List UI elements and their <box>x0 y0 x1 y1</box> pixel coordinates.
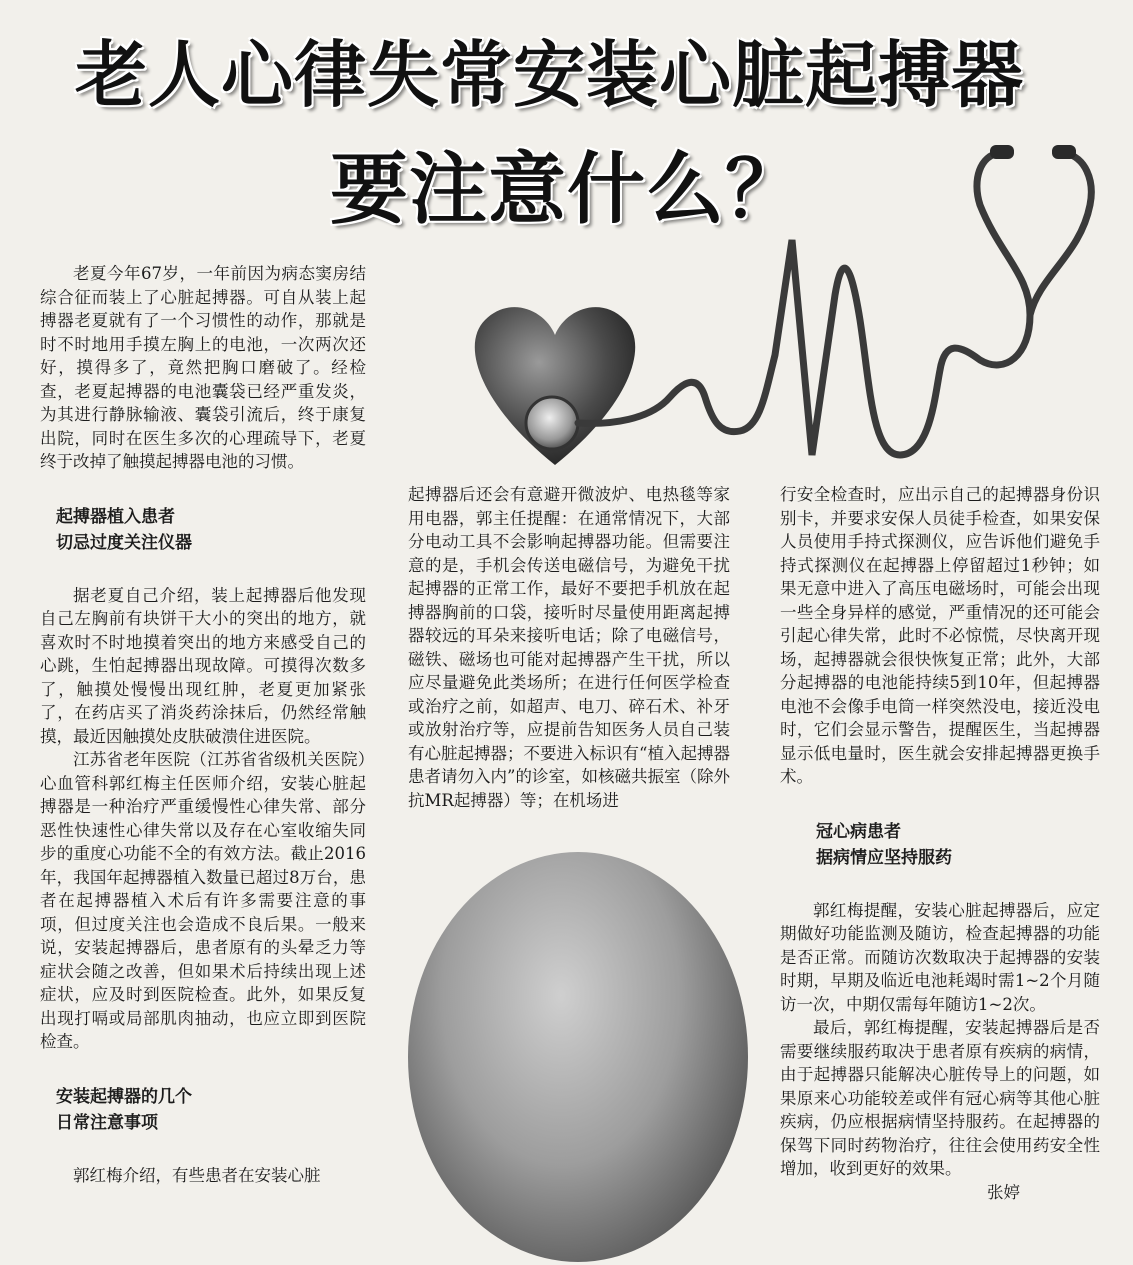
column-3 <box>780 483 1100 1204</box>
heading-line: 冠心病患者 <box>816 821 901 842</box>
column-2 <box>408 483 730 812</box>
section-heading <box>56 1084 366 1136</box>
paragraph: 最后，郭红梅提醒，安装起搏器后是否需要继续服药取决于患者原有疾病的病情，由于起搏器只能解决心脏传导上的问题，如果原来心功能较差或伴有冠心病等其他心脏疾病，仍应根据病情坚持服药。在起搏器的保驾下同时药物治疗，往往会使用药安全性增加，收到更好的效果。 <box>780 1018 1100 1178</box>
paragraph: 江苏省老年医院（江苏省省级机关医院）心血管科郭红梅主任医师介绍，安装心脏起搏器是一种治疗严重缓慢性心律失常、部分恶性快速性心律失常以及存在心室收缩失同步的重度心功能不全的有效方法。截止2016年，我国年起搏器植入数量已超过8万台，患者在起搏器植入术后有许多需要注意的事项，但过度关注也会造成不良后果。一般来说，安装起搏器后，患者原有的头晕乏力等症状会随之改善，但如果术后持续出现上述症状，应及时到医院检查。此外，如果反复出现打嗝或局部肌肉抽动，也应立即到医院检查。 <box>40 750 366 1051</box>
heading-line: 据病情应坚持服药 <box>816 847 952 868</box>
paragraph: 起搏器后还会有意避开微波炉、电热毯等家用电器，郭主任提醒：在通常情况下，大部分电动工具不会影响起搏器功能。但需要注意的是，手机会传送电磁信号，为避免干扰起搏器的正常工作，最好不要把手机放在起搏器胸前的口袋，接听时尽量使用距离起搏器较远的耳朵来接听电话；除了电磁信号，磁铁、磁场也可能对起搏器产生干扰，所以应尽量避免此类场所；在进行任何医学检查或治疗之前，如超声、电刀、碎石术、补牙或放射治疗等，应提前告知医务人员自己装有心脏起搏器；不要进入标识有“植入起搏器患者请勿入内”的诊室，如核磁共振室（除外抗MR起搏器）等；在机场进 <box>408 485 730 810</box>
paragraph: 据老夏自己介绍，装上起搏器后他发现自己左胸前有块饼干大小的突出的地方，就喜欢时不时地摸着突出的地方来感受自己的心跳，生怕起搏器出现故障。可摸得次数多了，触摸处慢慢出现红肿，老夏更加紧张了，在药店买了消炎药涂抹后，仍然经常触摸，最近因触摸处皮肤破溃住进医院。 <box>40 585 366 746</box>
elderly-man-photo <box>408 852 748 1262</box>
paragraph: 行安全检查时，应出示自己的起搏器身份识别卡，并要求安保人员徒手检查，如果安保人员使用手持式探测仪，应告诉他们避免手持式探测仪在起搏器上停留超过1秒钟；如果无意中进入了高压电磁场时，可能会出现一些全身异样的感觉，严重情况的还可能会引起心律失常，此时不必惊慌，尽快离开现场，起搏器就会很快恢复正常；此外，大部分起搏器的电池能持续5到10年，但起搏器电池不会像手电筒一样突然没电，接近没电时，它们会显示警告，提醒医生，当起搏器显示低电量时，医生就会安排起搏器更换手术。 <box>780 485 1100 786</box>
paragraph: 郭红梅介绍，有些患者在安装心脏 <box>73 1165 321 1185</box>
heading-line: 切忌过度关注仪器 <box>56 532 192 553</box>
heading-line: 日常注意事项 <box>56 1112 158 1133</box>
stethoscope-icon <box>526 145 1091 455</box>
headline-line1: 老人心律失常安装心脏起搏器 <box>75 33 1025 117</box>
section-heading <box>56 504 366 556</box>
author-name: 张婷 <box>987 1182 1020 1202</box>
heading-line: 起搏器植入患者 <box>56 506 175 527</box>
section-heading <box>816 819 1100 871</box>
column-1 <box>40 262 366 1187</box>
paragraph: 郭红梅提醒，安装心脏起搏器后，应定期做好功能监测及随访，检查起搏器的功能是否正常。而随访次数取决于起搏器的安装时期，早期及临近电池耗竭时需1~2个月随访一次，中期仅需每年随访1~2次。 <box>780 900 1100 1014</box>
heading-line: 安装起搏器的几个 <box>56 1086 192 1107</box>
heart-stethoscope-illustration <box>440 135 1120 495</box>
paragraph: 老夏今年67岁，一年前因为病态窦房结综合征而装上了心脏起搏器。可自从装上起搏器老夏就有了一个习惯性的动作，那就是时不时地用手摸左胸上的电池，一次两次还好，摸得多了，竟然把胸口磨破了。经检查，老夏起搏器的电池囊袋已经严重发炎，为其进行静脉输液、囊袋引流后，终于康复出院，同时在医生多次的心理疏导下，老夏终于改掉了触摸起搏器电池的习惯。 <box>40 264 366 471</box>
headline-line2: 要注意什么？ <box>330 145 805 235</box>
